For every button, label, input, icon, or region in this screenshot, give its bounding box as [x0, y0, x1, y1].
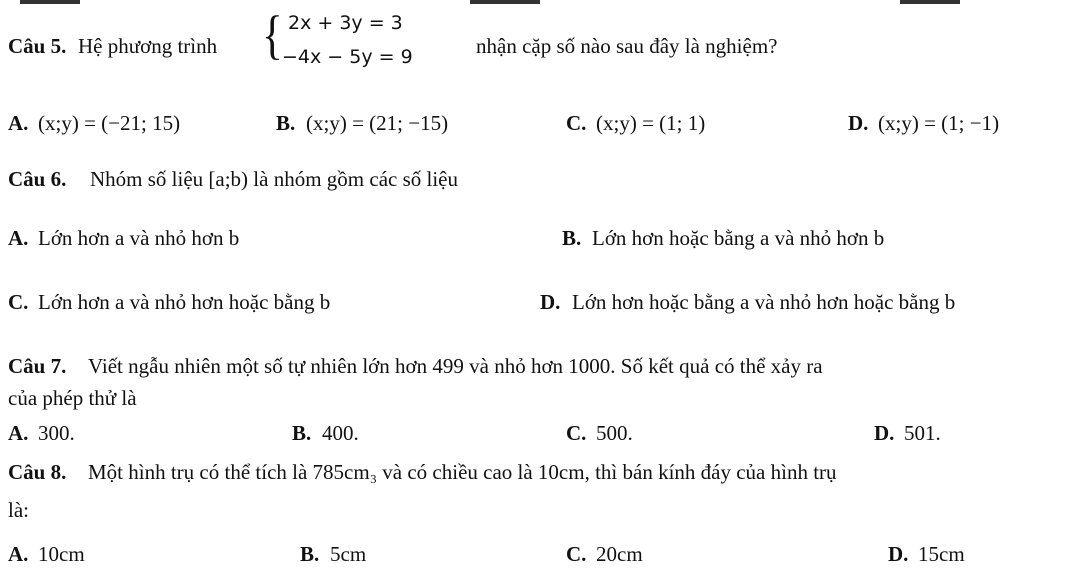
option-letter: C.: [8, 290, 29, 314]
option-letter: A.: [8, 226, 29, 250]
option-letter: D.: [874, 421, 895, 445]
option-d: 501.: [904, 421, 941, 445]
option-a: 10cm: [38, 542, 85, 566]
option-letter: A.: [8, 111, 29, 135]
clipped-top-text: [470, 0, 540, 4]
option-b: 400.: [322, 421, 359, 445]
option-c: Lớn hơn a và nhỏ hơn hoặc bằng b: [38, 290, 331, 314]
option-c: 500.: [596, 421, 633, 445]
question-text: Nhóm số liệu [a;b) là nhóm gồm các số liệu: [90, 167, 459, 191]
question-text: Hệ phương trình: [78, 34, 218, 58]
option-letter: B.: [276, 111, 296, 135]
option-letter: B.: [300, 542, 320, 566]
option-letter: D.: [540, 290, 561, 314]
option-c: 20cm: [596, 542, 643, 566]
equation-1: 2x + 3y = 3: [288, 12, 403, 34]
option-letter: B.: [562, 226, 582, 250]
question-label: Câu 8.: [8, 460, 67, 484]
option-c: (x;y) = (1; 1): [596, 111, 706, 135]
option-b: Lớn hơn hoặc bằng a và nhỏ hơn b: [592, 226, 885, 250]
clipped-top-text: [900, 0, 960, 4]
brace-symbol: {: [262, 5, 283, 65]
option-letter: D.: [888, 542, 909, 566]
option-b: (x;y) = (21; −15): [306, 111, 449, 135]
question-text-line-2: của phép thử là: [8, 386, 137, 410]
option-letter: C.: [566, 542, 587, 566]
option-d: Lớn hơn hoặc bằng a và nhỏ hơn hoặc bằng b: [572, 290, 956, 314]
option-a: 300.: [38, 421, 75, 445]
option-letter: B.: [292, 421, 312, 445]
question-text-line-2: là:: [8, 498, 29, 522]
question-label: Câu 5.: [8, 34, 67, 58]
option-letter: A.: [8, 542, 29, 566]
option-a: (x;y) = (−21; 15): [38, 111, 181, 135]
option-d: 15cm: [918, 542, 965, 566]
question-text-line-1: Viết ngẫu nhiên một số tự nhiên lớn hơn 499 và nhỏ hơn 1000. Số kết quả có thể xảy ra: [88, 354, 823, 378]
question-label: Câu 7.: [8, 354, 67, 378]
option-letter: C.: [566, 111, 587, 135]
question-text-suffix: nhận cặp số nào sau đây là nghiệm?: [476, 34, 778, 58]
option-letter: D.: [848, 111, 869, 135]
question-label: Câu 6.: [8, 167, 67, 191]
option-b: 5cm: [330, 542, 367, 566]
clipped-top-text: [20, 0, 80, 4]
option-d: (x;y) = (1; −1): [878, 111, 1000, 135]
question-text-line-1: Một hình trụ có thể tích là 785cm₃ và có chiều cao là 10cm, thì bán kính đáy của hình trụ: [88, 460, 837, 484]
option-a: Lớn hơn a và nhỏ hơn b: [38, 226, 240, 250]
option-letter: A.: [8, 421, 29, 445]
option-letter: C.: [566, 421, 587, 445]
equation-2: −4x − 5y = 9: [282, 46, 413, 68]
